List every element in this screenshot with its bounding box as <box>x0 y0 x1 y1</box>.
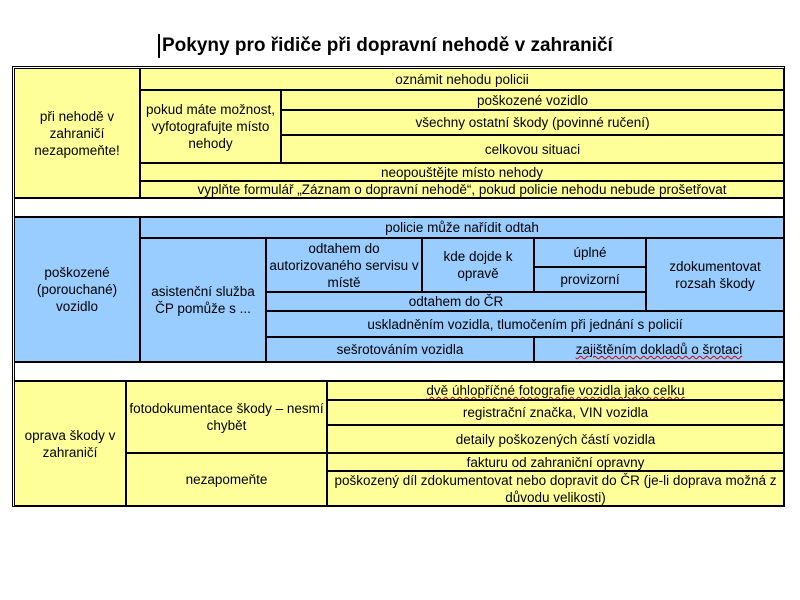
photo-doc-item-diagonal-text: dvě úhlopříčné fotografie vozidla jako celku <box>426 383 685 398</box>
photo-doc-item-diagonal <box>327 381 784 400</box>
fill-form-cell: vyplňte formulář „Záznam o dopravní nehodě“, pokud policie nehodu nebude prošetřovat <box>140 181 784 198</box>
tow-local-service-cell: odtahem do autorizovaného servisu v místě <box>266 238 422 292</box>
section-accident-header: při nehodě v zahraničí nezapomeňte! <box>14 68 140 198</box>
photo-item-other-damage: všechny ostatní škody (povinné ručení) <box>281 110 784 135</box>
report-police-cell: oznámit nehodu policii <box>140 68 784 90</box>
photo-scene-header: pokud máte možnost, vyfotografujte místo nehody <box>140 90 281 163</box>
section-repair-abroad-header: oprava škody v zahraničí <box>14 381 126 506</box>
scrap-docs-text: zajištěním dokladů o šrotaci <box>575 342 743 357</box>
spacer-row <box>14 198 784 217</box>
stay-at-scene-cell: neopouštějte místo nehody <box>140 163 784 181</box>
remember-item-damaged-part: poškozený díl zdokumentovat nebo dopravit do ČR (je-li doprava možná z důvodu velikosti) <box>327 471 784 506</box>
scrap-docs-cell <box>534 337 784 362</box>
photo-documentation-header: fotodokumentace škody – nesmí chybět <box>126 381 327 453</box>
photo-item-situation: celkovou situaci <box>281 135 784 163</box>
scrapping-cell: sešrotováním vozidla <box>266 337 534 362</box>
remember-header: nezapomeňte <box>126 453 327 506</box>
page-title: Pokyny pro řidiče při dopravní nehodě v zahraničí <box>158 34 613 58</box>
assistance-service-cell: asistenční služba ČP pomůže s ... <box>140 238 266 362</box>
repair-location-cell: kde dojde k opravě <box>422 238 534 292</box>
police-tow-cell: policie může nařídit odtah <box>140 217 784 238</box>
full-repair-cell: úplné <box>534 238 646 267</box>
photo-doc-item-details: detaily poškozených částí vozidla <box>327 425 784 453</box>
tow-to-cr-cell: odtahem do ČR <box>266 292 646 311</box>
spacer-row <box>14 362 784 381</box>
remember-item-invoice: fakturu od zahraniční opravny <box>327 453 784 471</box>
photo-doc-item-plate-vin: registrační značka, VIN vozidla <box>327 400 784 425</box>
section-damaged-vehicle-header: poškozené (porouchané) vozidlo <box>14 217 140 362</box>
provisional-repair-cell: provizorní <box>534 267 646 292</box>
document-damage-cell: zdokumentovat rozsah škody <box>646 238 784 311</box>
storage-interpret-cell: uskladněním vozidla, tlumočením při jednání s policií <box>266 311 784 337</box>
photo-item-vehicle: poškozené vozidlo <box>281 90 784 110</box>
